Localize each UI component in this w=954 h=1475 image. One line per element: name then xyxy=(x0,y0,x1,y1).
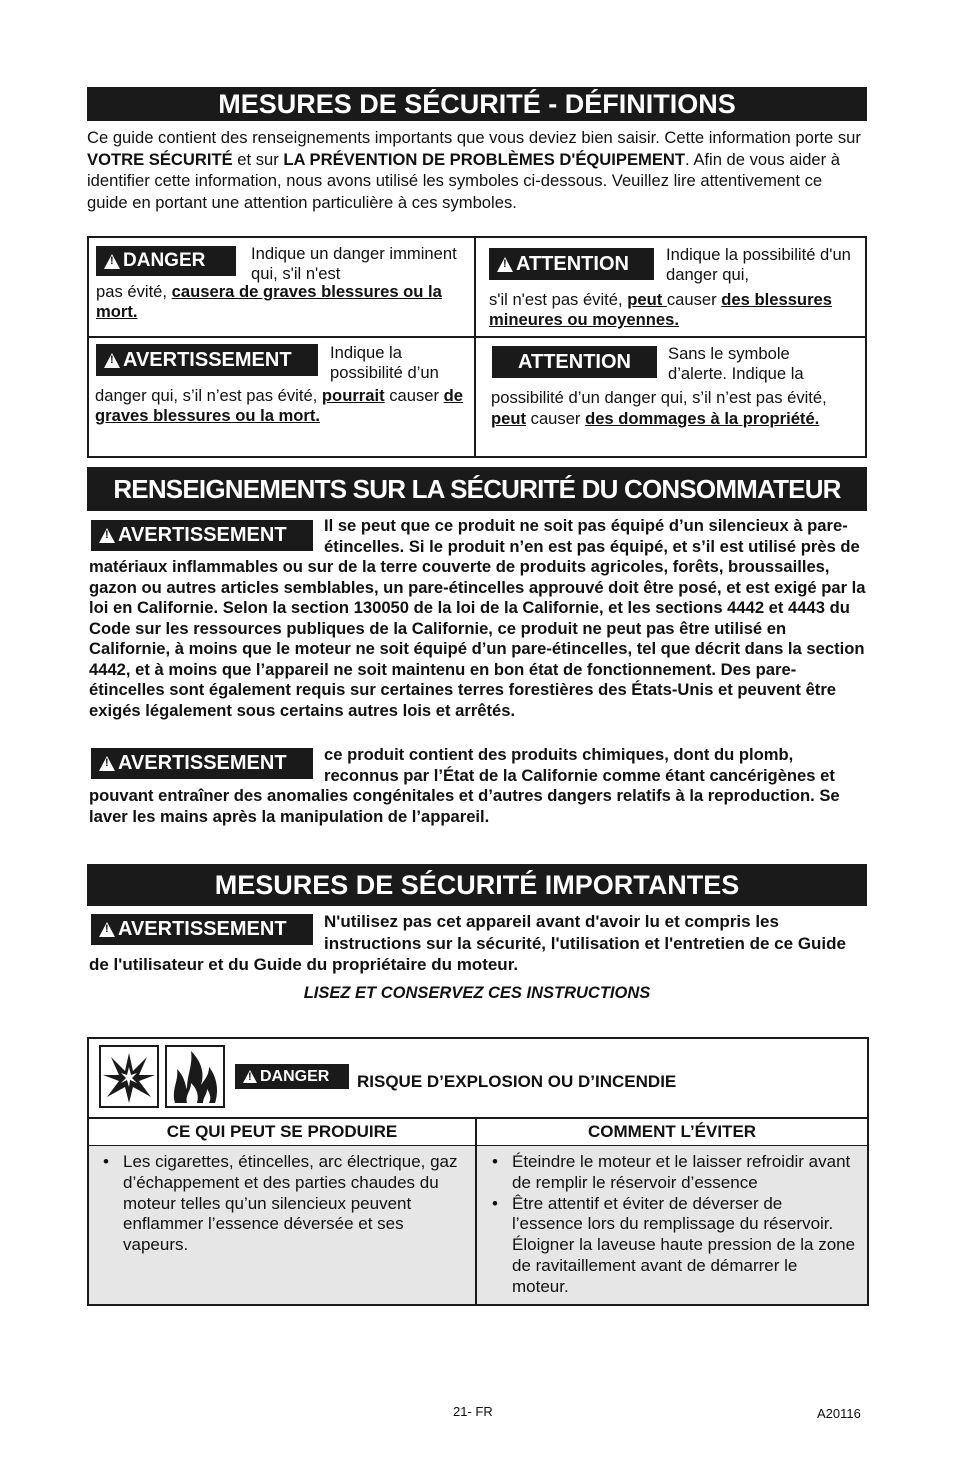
definitions-title: MESURES DE SÉCURITÉ - DÉFINITIONS xyxy=(87,87,867,121)
avertissement-label: ! AVERTISSEMENT xyxy=(91,520,313,551)
read-manual-warning: N'utilisez pas cet appareil avant d'avoir lu et compris les instructions sur la sécurité, l'utilisation et l'entretien de ce Guide de l'utilisateur et du Guide du propriétaire du moteur. xyxy=(89,912,846,974)
table-divider xyxy=(87,1117,869,1119)
column-header: COMMENT L’ÉVITER xyxy=(587,1122,757,1141)
alert-triangle-icon xyxy=(497,257,513,272)
attention2-text-a: Sans le symbole d’alerte. Indique la xyxy=(668,344,804,383)
avertissement-label: ! AVERTISSEMENT xyxy=(91,914,313,945)
danger-text-a: Indique un danger imminent qui, s'il n'est xyxy=(251,244,457,283)
spark-arrester-warning: Il se peut que ce produit ne soit pas équipé d’un silencieux à pare-étincelles. Si le produit n’en est pas équipé, et s’il est utilisé près de matériaux inflammables ou sur de la terre couverte de produits agricoles, forêts, broussailles, gazon ou autres articles semblables, un pare-étincelles approuvé doit être posé, et est exigé par la loi en Californie. Selon la section 130050 de la loi de la Californie, et les sections 4442 et 4443 du Code sur les ressources publiques de la Californie, ce produit ne peut pas être utilisé en Californie, à moins que le moteur ne soit équipé d’un pare-étincelles, tel que décrit dans la section 4442, et à moins que l’appareil ne soit maintenu en bon état de fonctionnement. Des pare-étincelles sont également requis sur certaines terres forestières des États-Unis et peuvent être exigés légalement sous certains autres lois et arrêtés. xyxy=(89,516,866,720)
hazard-causes-list xyxy=(101,1152,467,1256)
table-divider xyxy=(87,1145,869,1146)
avertissement-label: ! AVERTISSEMENT xyxy=(96,344,318,376)
alert-triangle-icon xyxy=(104,254,120,269)
list-item: • Être attentif et éviter de déverser de l’essence lors du remplissage du réservoir. Éloigner la laveuse haute pression de la zone de ravitaillement avant de démarrer le moteur. xyxy=(490,1194,856,1298)
attention-text-b: s'il n'est pas évité, peut causer des blessures mineures ou moyennes. xyxy=(489,290,832,329)
attention2-text-b: possibilité d’un danger qui, s’il n’est pas évité, peut causer des dommages à la propriété. xyxy=(491,388,827,428)
list-item: • Éteindre le moteur et le laisser refroidir avant de remplir le réservoir d’essence xyxy=(490,1152,856,1194)
hazard-title: RISQUE D’EXPLOSION OU D’INCENDIE xyxy=(357,1072,677,1091)
alert-triangle-icon xyxy=(243,1070,257,1083)
danger-label: ! DANGER xyxy=(96,246,236,276)
read-keep-instructions: LISEZ ET CONSERVEZ CES INSTRUCTIONS xyxy=(303,984,651,1002)
important-safety-title: MESURES DE SÉCURITÉ IMPORTANTES xyxy=(87,864,867,906)
table-divider xyxy=(475,1117,477,1306)
fire-icon xyxy=(165,1045,225,1108)
attention-label: ! ATTENTION xyxy=(489,248,654,280)
column-header: CE QUI PEUT SE PRODUIRE xyxy=(166,1122,398,1141)
attention-label-no-symbol: ATTENTION xyxy=(492,346,657,378)
avertissement-text-a: Indique la possibilité d’un xyxy=(330,343,439,382)
consumer-safety-title: RENSEIGNEMENTS SUR LA SÉCURITÉ DU CONSOMMATEUR xyxy=(87,467,867,511)
explosion-icon xyxy=(99,1045,159,1108)
table-divider xyxy=(474,236,476,458)
list-item: • Les cigarettes, étincelles, arc électrique, gaz d’échappement et des parties chaudes du moteur telles qu’un silencieux peuvent enflammer l’essence déversée et ses vapeurs. xyxy=(101,1152,467,1256)
document-code: A20116 xyxy=(817,1406,861,1421)
table-divider xyxy=(87,336,867,338)
danger-text-b: pas évité, causera de graves blessures ou la mort. xyxy=(96,282,442,321)
hazard-prevention-list xyxy=(490,1152,856,1298)
alert-triangle-icon xyxy=(104,353,120,368)
page-number: 21- FR xyxy=(453,1404,493,1419)
danger-label: ! DANGER xyxy=(235,1064,349,1089)
avertissement-label: ! AVERTISSEMENT xyxy=(91,748,313,779)
chemical-warning: ce produit contient des produits chimiques, dont du plomb, reconnus par l’État de la Californie comme étant cancérigènes et pouvant entraîner des anomalies congénitales et d’autres dangers relatifs à la reproduction. Se laver les mains après la manipulation de l’appareil. xyxy=(89,745,840,826)
intro-paragraph: Ce guide contient des renseignements importants que vous deviez bien saisir. Cette information porte sur VOTRE SÉCURITÉ et sur LA PRÉVENTION DE PROBLÈMES D'ÉQUIPEMENT. Afin de vous aider à identifier cette information, nous avons utilisé les symboles ci-dessous. Veuillez lire attentivement ce guide en portant une attention particulière à ces symboles. xyxy=(87,128,861,212)
avertissement-text-b: danger qui, s’il n’est pas évité, pourrait causer de graves blessures ou la mort. xyxy=(95,386,464,425)
attention-text-a: Indique la possibilité d'un danger qui, xyxy=(666,245,851,284)
